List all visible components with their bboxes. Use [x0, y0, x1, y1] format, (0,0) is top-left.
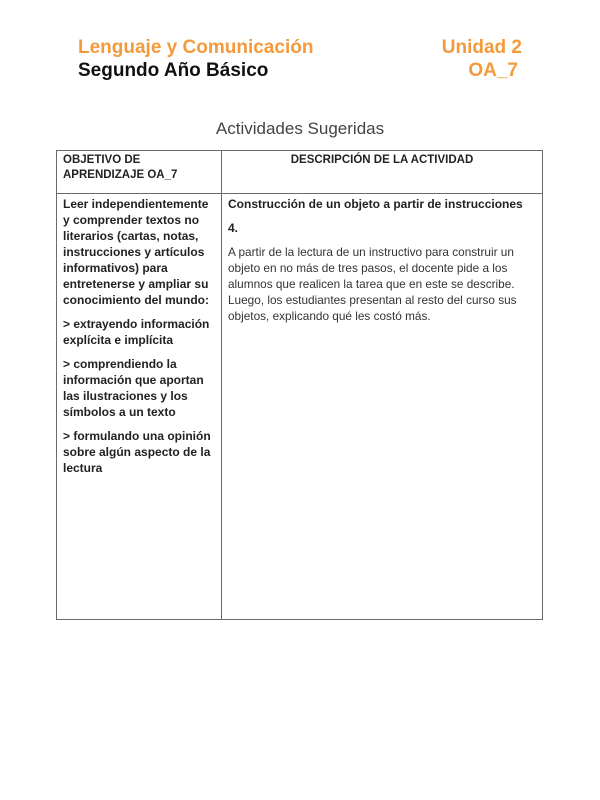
objective-main-text: Leer independientemente y comprender textos no literarios (cartas, notas, instrucciones y artículos informativos) para entretenerse y ampliar su conocimiento del mundo: — [63, 197, 209, 307]
objective-bullet: > extrayendo información explícita e implícita — [63, 317, 210, 347]
activity-title: Construcción de un objeto a partir de instrucciones — [228, 197, 523, 211]
activities-table — [56, 150, 543, 620]
header-row-bottom — [78, 59, 522, 82]
subject-title: Lenguaje y Comunicación — [78, 37, 314, 58]
objective-bullet: > comprendiendo la información que aportan las ilustraciones y los símbolos a un texto — [63, 357, 204, 419]
objective-bullet: > formulando una opinión sobre algún aspecto de la lectura — [63, 429, 211, 475]
header-description: DESCRIPCIÓN DE LA ACTIVIDAD — [222, 151, 543, 194]
table-row — [57, 194, 543, 620]
activity-cell — [222, 194, 543, 620]
page-title: Actividades Sugeridas — [215, 119, 385, 138]
activity-number: 4. — [228, 221, 239, 235]
objective-code: OA_7 — [468, 60, 518, 81]
table-header-row — [57, 151, 543, 194]
page-header — [78, 36, 522, 82]
activity-description: A partir de la lectura de un instructivo para construir un objeto en no más de tres pasos, el docente pide a los alumnos que realicen la tarea que en este se describe. Luego, los estudiantes presentan al resto del curso sus objetos, explicando qué les costó más. — [228, 245, 517, 323]
unit-label: Unidad 2 — [441, 37, 522, 58]
objective-cell — [57, 194, 222, 620]
header-row-top — [78, 36, 522, 59]
header-objective: OBJETIVO DE APRENDIZAJE OA_7 — [57, 151, 222, 194]
grade-label: Segundo Año Básico — [78, 60, 269, 81]
